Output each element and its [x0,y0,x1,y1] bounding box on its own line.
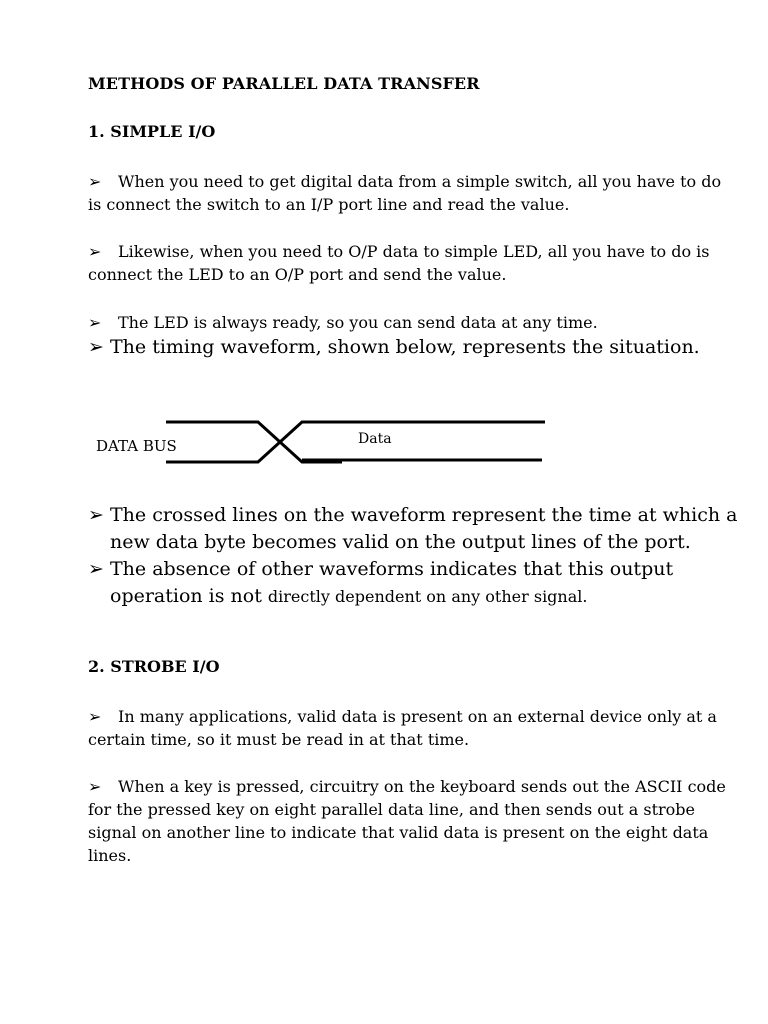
paragraph-line [88,775,728,798]
bullet-arrow-icon: ➢ [88,777,102,796]
paragraph-line [88,502,748,529]
bullet-arrow-icon: ➢ [88,504,104,526]
document-title: METHODS OF PARALLEL DATA TRANSFER [88,74,480,93]
data-label: Data [358,431,392,447]
paragraph-line [88,556,748,583]
paragraph-line: for the pressed key on eight parallel data line, and then sends out a strobe [88,800,696,819]
paragraph-line [88,583,748,610]
paragraph-line: new data byte becomes valid on the output lines of the port. [110,531,691,553]
paragraph-led-ready [88,311,728,334]
paragraph-text: directly dependent on any other signal. [267,587,588,606]
paragraph-line: certain time, so it must be read in at that time. [88,730,470,749]
paragraph-text: Likewise, when you need to O/P data to simple LED, all you have to do is [118,242,710,261]
waveform-bottom-line [166,422,545,462]
paragraph-line: connect the LED to an O/P port and send the value. [88,265,507,284]
paragraph-line [88,240,728,263]
bullet-arrow-icon: ➢ [88,558,104,580]
bullet-arrow-icon: ➢ [88,242,102,261]
paragraph-text: The timing waveform, shown below, represents the situation. [110,336,700,358]
paragraph-line: signal on another line to indicate that valid data is present on the eight data [88,823,709,842]
paragraph-line: is connect the switch to an I/P port line and read the value. [88,195,570,214]
paragraph-line [88,705,728,728]
paragraph-line [88,334,748,361]
paragraph-text: The crossed lines on the waveform represent the time at which a [110,504,738,526]
paragraph-line [88,170,728,193]
paragraph-text: The LED is always ready, so you can send data at any time. [118,313,598,332]
section-heading-simple-io: 1. SIMPLE I/O [88,122,216,141]
waveform-top-line [166,422,342,462]
timing-diagram [90,410,560,480]
paragraph-applications [88,705,728,751]
paragraph-text: The absence of other waveforms indicates that this output [110,558,674,580]
paragraph-text: When a key is pressed, circuitry on the keyboard sends out the ASCII code [118,777,726,796]
paragraph-switch [88,170,728,216]
data-bus-label: DATA BUS [96,437,177,455]
bullet-arrow-icon: ➢ [88,336,104,358]
paragraph-text: In many applications, valid data is present on an external device only at a [118,707,717,726]
section-heading-strobe-io: 2. STROBE I/O [88,657,220,676]
paragraph-line: lines. [88,846,132,865]
bullet-arrow-icon: ➢ [88,313,102,332]
waveform-svg [90,410,560,480]
paragraph-keyboard [88,775,728,867]
bullet-arrow-icon: ➢ [88,172,102,191]
paragraph-text: When you need to get digital data from a simple switch, all you have to do [118,172,722,191]
paragraph-line [88,311,728,334]
paragraph-timing-waveform [88,334,748,361]
paragraph-crossed-lines [88,502,748,610]
bullet-arrow-icon: ➢ [88,707,102,726]
paragraph-text: operation is not [110,585,262,607]
paragraph-led [88,240,728,286]
